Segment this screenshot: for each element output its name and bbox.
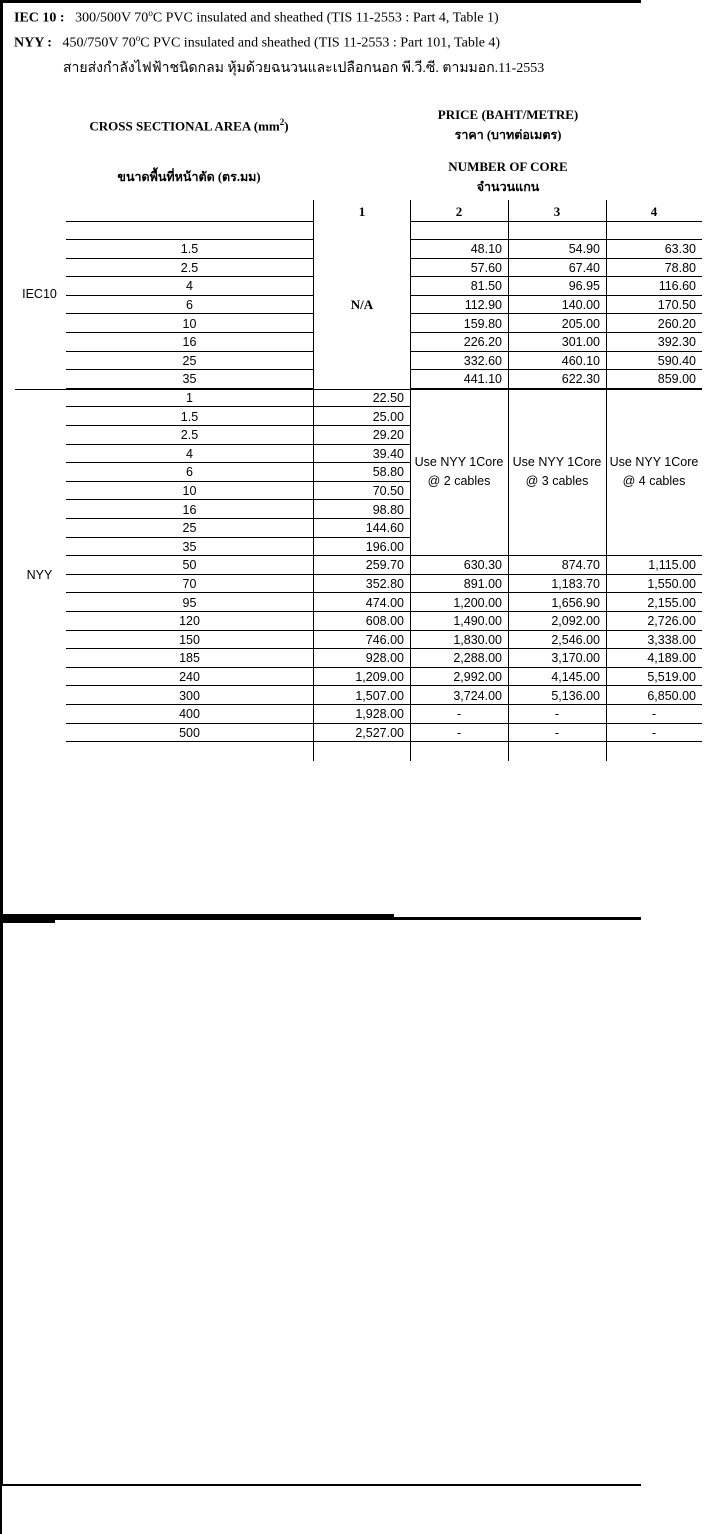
price-cell: 874.70 bbox=[561, 558, 600, 573]
price-cell: 352.80 bbox=[365, 577, 404, 592]
price-cell: 170.50 bbox=[657, 298, 696, 313]
group-label-iec10: IEC10 bbox=[22, 287, 57, 302]
use-note-line: Use NYY 1Core bbox=[609, 455, 699, 470]
price-cell: - bbox=[651, 725, 657, 740]
price-cell: 474.00 bbox=[365, 595, 404, 610]
core-header-th: จำนวนแกน bbox=[476, 179, 540, 194]
price-cell: 81.50 bbox=[470, 279, 502, 294]
price-cell: 5,519.00 bbox=[647, 670, 696, 685]
price-cell: - bbox=[456, 725, 462, 740]
price-cell: 112.90 bbox=[464, 298, 502, 313]
left-block-top-rule bbox=[0, 920, 55, 923]
price-cell: - bbox=[554, 725, 560, 740]
use-note-line: Use NYY 1Core bbox=[512, 455, 602, 470]
price-cell: 3,338.00 bbox=[647, 632, 696, 647]
price-cell: 29.20 bbox=[372, 428, 404, 443]
price-cell: 2,726.00 bbox=[647, 614, 696, 629]
row-rule bbox=[410, 221, 508, 222]
na-cell: N/A bbox=[350, 296, 374, 312]
size-cell: 400 bbox=[179, 707, 200, 722]
price-cell: - bbox=[456, 707, 462, 722]
price-cell: 891.00 bbox=[463, 577, 502, 592]
price-cell: 116.60 bbox=[658, 279, 696, 294]
price-cell: 78.80 bbox=[664, 260, 696, 275]
size-cell: 10 bbox=[182, 484, 197, 499]
row-rule bbox=[606, 221, 702, 222]
csa-en-text: CROSS SECTIONAL AREA (mm bbox=[89, 118, 280, 134]
price-cell: 58.80 bbox=[372, 465, 404, 480]
price-cell: 3,724.00 bbox=[453, 688, 502, 703]
core-col-rule bbox=[0, 1528, 2, 1534]
size-cell: 70 bbox=[182, 577, 197, 592]
row-rule bbox=[508, 221, 606, 222]
price-cell: 1,490.00 bbox=[453, 614, 502, 629]
group-label-nyy: NYY bbox=[26, 567, 53, 582]
core-row-bottom-rule bbox=[0, 1484, 641, 1486]
table-right-rule bbox=[0, 126, 3, 791]
size-cell: 2.5 bbox=[180, 428, 199, 443]
price-cell: 2,155.00 bbox=[647, 595, 696, 610]
price-header bbox=[314, 99, 702, 150]
use-single-core-note bbox=[606, 389, 702, 556]
row-rule bbox=[606, 741, 702, 742]
price-cell: 2,546.00 bbox=[551, 632, 600, 647]
price-cell: 2,092.00 bbox=[551, 614, 600, 629]
size-cell: 150 bbox=[179, 632, 200, 647]
price-cell: 460.10 bbox=[561, 353, 600, 368]
csa-header-th: ขนาดพื้นที่หน้าตัด (ตร.มม) bbox=[117, 169, 261, 184]
size-cell: 240 bbox=[179, 670, 200, 685]
table-left-rule bbox=[0, 923, 3, 1484]
price-cell: 96.95 bbox=[568, 279, 600, 294]
price-header-th: ราคา (บาทต่อเมตร) bbox=[454, 127, 562, 142]
price-cell: 54.90 bbox=[568, 242, 600, 257]
intro-line-thai: สายส่งกำลังไฟฟ้าชนิดกลม หุ้มด้วยฉนวนและเปลือกนอก พี.วี.ซี. ตามมอก.11-2553 bbox=[63, 61, 545, 76]
price-cell: 1,183.70 bbox=[551, 577, 600, 592]
core-number-3: 3 bbox=[553, 203, 561, 219]
size-cell: 4 bbox=[186, 279, 193, 294]
price-cell: 301.00 bbox=[561, 335, 600, 350]
price-cell: 39.40 bbox=[372, 446, 404, 461]
size-cell: 25 bbox=[182, 521, 197, 536]
header-left-rule bbox=[0, 3, 3, 126]
price-cell: 5,136.00 bbox=[551, 688, 600, 703]
price-cell: 1,507.00 bbox=[355, 688, 404, 703]
price-cell: 260.20 bbox=[657, 316, 696, 331]
price-cell: 1,656.90 bbox=[551, 595, 600, 610]
price-cell: 630.30 bbox=[463, 558, 502, 573]
price-cell: - bbox=[554, 707, 560, 722]
size-cell: 95 bbox=[182, 595, 197, 610]
price-cell: 6,850.00 bbox=[647, 688, 696, 703]
row-rule bbox=[410, 741, 508, 742]
use-note-line: @ 3 cables bbox=[525, 474, 589, 489]
size-cell: 16 bbox=[182, 502, 197, 517]
use-single-core-note bbox=[508, 389, 606, 556]
core-header bbox=[314, 153, 702, 200]
row-rule bbox=[410, 555, 702, 556]
core-header-en: NUMBER OF CORE bbox=[448, 158, 568, 174]
intro-line-nyy bbox=[14, 33, 500, 52]
price-header-en: PRICE (BAHT/METRE) bbox=[437, 106, 579, 122]
price-cell: 441.10 bbox=[463, 372, 502, 387]
price-cell: 859.00 bbox=[657, 372, 696, 387]
price-cell: 22.50 bbox=[372, 391, 404, 406]
core-col-rule bbox=[0, 1507, 2, 1528]
csa-header bbox=[67, 99, 311, 200]
price-cell: 196.00 bbox=[365, 539, 404, 554]
intro-text-iec10: 300/500V 70 bbox=[75, 10, 149, 26]
degree-mark: o bbox=[148, 8, 153, 18]
price-cell: 140.00 bbox=[561, 298, 600, 313]
core-number-2: 2 bbox=[455, 203, 463, 219]
core-col-rule bbox=[0, 1486, 2, 1507]
price-cell: 1,928.00 bbox=[355, 707, 404, 722]
price-cell: 332.60 bbox=[463, 353, 502, 368]
intro-text-nyy: 450/750V 70 bbox=[62, 35, 136, 51]
row-rule bbox=[508, 741, 606, 742]
size-cell: 1.5 bbox=[180, 409, 199, 424]
intro-line-iec10 bbox=[14, 8, 499, 27]
price-cell: 608.00 bbox=[365, 614, 404, 629]
price-cell: 392.30 bbox=[657, 335, 696, 350]
size-cell: 120 bbox=[179, 614, 200, 629]
price-cell: - bbox=[651, 707, 657, 722]
row-rule bbox=[66, 221, 313, 222]
price-cell: 928.00 bbox=[365, 651, 404, 666]
use-single-core-note bbox=[410, 389, 508, 556]
size-cell: 6 bbox=[186, 298, 193, 313]
price-cell: 159.80 bbox=[463, 316, 502, 331]
price-cell: 67.40 bbox=[568, 260, 600, 275]
size-cell: 4 bbox=[186, 446, 193, 461]
size-cell: 10 bbox=[182, 316, 197, 331]
csa-sup: 2 bbox=[279, 117, 285, 128]
use-note-line: @ 4 cables bbox=[622, 474, 686, 489]
price-cell: 63.30 bbox=[664, 242, 696, 257]
price-cell: 98.80 bbox=[372, 502, 404, 517]
price-cell: 48.10 bbox=[470, 242, 502, 257]
price-cell: 1,209.00 bbox=[355, 670, 404, 685]
core-number-1: 1 bbox=[358, 203, 366, 219]
intro-rest-nyy: C PVC insulated and sheathed (TIS 11-2553 : Part 101, Table 4) bbox=[140, 35, 501, 51]
size-cell: 185 bbox=[179, 651, 200, 666]
header-top-rule bbox=[0, 0, 641, 3]
core-number-4: 4 bbox=[650, 203, 658, 219]
intro-rest-iec10: C PVC insulated and sheathed (TIS 11-2553 : Part 4, Table 1) bbox=[152, 10, 499, 26]
degree-mark: o bbox=[135, 33, 141, 43]
price-cell: 144.60 bbox=[365, 521, 404, 536]
size-cell: 1 bbox=[186, 391, 193, 406]
intro-label-iec10: IEC 10 : bbox=[14, 10, 65, 26]
size-cell: 25 bbox=[182, 353, 197, 368]
price-cell: 1,200.00 bbox=[453, 595, 502, 610]
price-cell: 622.30 bbox=[561, 372, 600, 387]
price-cell: 2,992.00 bbox=[453, 670, 502, 685]
size-cell: 50 bbox=[182, 558, 197, 573]
core-row-top-rule bbox=[0, 917, 641, 920]
use-note-line: @ 2 cables bbox=[427, 474, 491, 489]
price-cell: 1,115.00 bbox=[648, 558, 696, 573]
size-cell: 1.5 bbox=[180, 242, 199, 257]
intro-label-nyy: NYY : bbox=[14, 35, 52, 51]
size-cell: 6 bbox=[186, 465, 193, 480]
price-cell: 57.60 bbox=[470, 260, 502, 275]
header-mid-rule bbox=[0, 791, 3, 914]
size-cell: 300 bbox=[179, 688, 200, 703]
use-note-line: Use NYY 1Core bbox=[414, 455, 504, 470]
price-cell: 25.00 bbox=[372, 409, 404, 424]
price-cell: 1,550.00 bbox=[647, 577, 696, 592]
price-cell: 4,145.00 bbox=[551, 670, 600, 685]
price-cell: 2,527.00 bbox=[355, 725, 404, 740]
price-cell: 205.00 bbox=[561, 316, 600, 331]
price-cell: 590.40 bbox=[657, 353, 696, 368]
size-cell: 2.5 bbox=[180, 260, 199, 275]
csa-header-en bbox=[89, 112, 288, 136]
price-cell: 4,189.00 bbox=[647, 651, 696, 666]
price-cell: 1,830.00 bbox=[453, 632, 502, 647]
row-rule bbox=[66, 741, 410, 742]
size-cell: 16 bbox=[182, 335, 197, 350]
size-cell: 35 bbox=[182, 539, 197, 554]
price-cell: 70.50 bbox=[372, 484, 404, 499]
price-cell: 746.00 bbox=[365, 632, 404, 647]
price-cell: 226.20 bbox=[463, 335, 502, 350]
price-cell: 3,170.00 bbox=[551, 651, 600, 666]
csa-close: ) bbox=[284, 118, 289, 134]
size-cell: 35 bbox=[182, 372, 197, 387]
price-cell: 2,288.00 bbox=[453, 651, 502, 666]
size-cell: 500 bbox=[179, 725, 200, 740]
price-cell: 259.70 bbox=[365, 558, 404, 573]
